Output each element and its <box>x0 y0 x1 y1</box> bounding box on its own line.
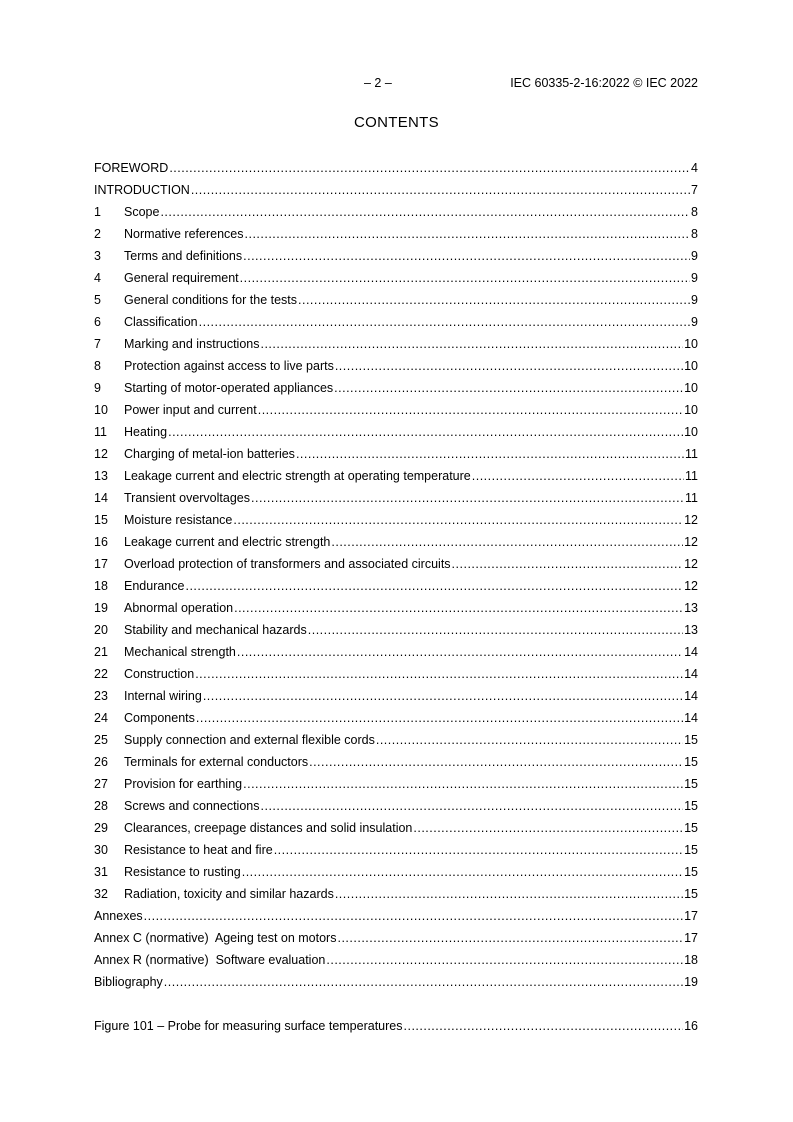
toc-entry-clause-19[interactable] <box>94 597 698 619</box>
toc-entry-page: 10 <box>684 425 698 439</box>
dot-leader <box>242 861 683 883</box>
toc-entry-clause-31[interactable] <box>94 861 698 883</box>
toc-entry-clause-27[interactable] <box>94 773 698 795</box>
toc-entry-label: Resistance to rusting <box>124 865 241 879</box>
toc-entry-number: 26 <box>94 755 108 769</box>
toc-entry-page: 15 <box>684 887 698 901</box>
dot-leader <box>245 223 691 245</box>
toc-entry-clause-9[interactable] <box>94 377 698 399</box>
toc-entry-page: 15 <box>684 755 698 769</box>
toc-entry-clause-29[interactable] <box>94 817 698 839</box>
toc-entry-number: 22 <box>94 667 108 681</box>
toc-entry-label: Provision for earthing <box>124 777 243 791</box>
toc-entry-number: 31 <box>94 865 108 879</box>
dot-leader <box>237 641 683 663</box>
toc-entry-clause-12[interactable] <box>94 443 698 465</box>
dot-leader <box>334 377 683 399</box>
toc-entry-label: Charging of metal-ion batteries <box>124 447 295 461</box>
toc-entry-number: 24 <box>94 711 108 725</box>
dot-leader <box>164 971 683 993</box>
toc-entry-clause-10[interactable] <box>94 399 698 421</box>
dot-leader <box>260 333 683 355</box>
toc-entry-clause-22[interactable] <box>94 663 698 685</box>
toc-entry-page: 15 <box>684 821 698 835</box>
toc-entry-label: Components <box>124 711 195 725</box>
dot-leader <box>413 817 683 839</box>
dot-leader <box>144 905 683 927</box>
toc-entry-annex-r[interactable] <box>94 949 698 971</box>
dot-leader <box>331 531 683 553</box>
toc-entry-page: 12 <box>684 535 698 549</box>
toc-entry-number: 4 <box>94 271 101 285</box>
toc-entry-page: 15 <box>684 733 698 747</box>
toc-entry-clause-23[interactable] <box>94 685 698 707</box>
toc-entry-label: Starting of motor-operated appliances <box>124 381 334 395</box>
toc-entry-clause-2[interactable] <box>94 223 698 245</box>
toc-entry-label: Radiation, toxicity and similar hazards <box>124 887 334 901</box>
dot-leader <box>233 509 683 531</box>
toc-entry-number: 20 <box>94 623 108 637</box>
toc-entry-page: 13 <box>684 623 698 637</box>
toc-entry-number: 8 <box>94 359 101 373</box>
toc-entry-page: 9 <box>691 293 698 307</box>
dot-leader <box>203 685 683 707</box>
toc-entry-label: Bibliography <box>94 975 163 989</box>
toc-entry-page: 11 <box>685 491 698 505</box>
toc-entry-number: 3 <box>94 249 101 263</box>
toc-entry-page: 8 <box>691 205 698 219</box>
toc-entry-page: 10 <box>684 359 698 373</box>
toc-entry-page: 4 <box>691 161 698 175</box>
toc-entry-introduction[interactable] <box>94 179 698 201</box>
toc-entry-clause-6[interactable] <box>94 311 698 333</box>
toc-entry-label: Endurance <box>124 579 185 593</box>
toc-entry-page: 19 <box>684 975 698 989</box>
toc-entry-label: Heating <box>124 425 168 439</box>
dot-leader <box>298 289 690 311</box>
toc-entry-page: 15 <box>684 777 698 791</box>
toc-entry-clause-21[interactable] <box>94 641 698 663</box>
toc-entry-figure-101[interactable] <box>94 1015 698 1037</box>
toc-entry-page: 17 <box>684 909 698 923</box>
toc-entry-label: Annex R (normative) Software evaluation <box>94 953 326 967</box>
section-gap <box>94 993 698 1015</box>
dot-leader <box>196 707 683 729</box>
toc-entry-label: Power input and current <box>124 403 257 417</box>
dot-leader <box>335 355 683 377</box>
toc-entry-number: 28 <box>94 799 108 813</box>
toc-entry-number: 14 <box>94 491 108 505</box>
dot-leader <box>243 773 683 795</box>
toc-entry-label: INTRODUCTION <box>94 183 190 197</box>
toc-entry-annex-c[interactable] <box>94 927 698 949</box>
dot-leader <box>296 443 684 465</box>
toc-entry-number: 2 <box>94 227 101 241</box>
toc-entry-clause-30[interactable] <box>94 839 698 861</box>
toc-entry-clause-4[interactable] <box>94 267 698 289</box>
dot-leader <box>335 883 683 905</box>
toc-entry-number: 23 <box>94 689 108 703</box>
toc-entry-page: 16 <box>684 1019 698 1033</box>
dot-leader <box>195 663 683 685</box>
dot-leader <box>472 465 684 487</box>
toc-entry-label: General requirement <box>124 271 239 285</box>
toc-entry-number: 29 <box>94 821 108 835</box>
toc-entry-number: 1 <box>94 205 101 219</box>
toc-entry-clause-16[interactable] <box>94 531 698 553</box>
dot-leader <box>309 751 683 773</box>
toc-entry-page: 13 <box>684 601 698 615</box>
dot-leader <box>251 487 684 509</box>
toc-entry-number: 10 <box>94 403 108 417</box>
toc-entry-clause-11[interactable] <box>94 421 698 443</box>
toc-entry-number: 25 <box>94 733 108 747</box>
toc-entry-label: Stability and mechanical hazards <box>124 623 307 637</box>
toc-entry-page: 8 <box>691 227 698 241</box>
toc-entry-number: 6 <box>94 315 101 329</box>
toc-entry-number: 17 <box>94 557 108 571</box>
toc-entry-page: 14 <box>684 689 698 703</box>
toc-clause-list <box>94 201 698 905</box>
toc-entry-label: Classification <box>124 315 198 329</box>
toc-entry-number: 18 <box>94 579 108 593</box>
toc-entry-number: 9 <box>94 381 101 395</box>
toc-entry-label: Terms and definitions <box>124 249 243 263</box>
toc-entry-page: 9 <box>691 315 698 329</box>
dot-leader <box>234 597 683 619</box>
dot-leader <box>326 949 683 971</box>
toc-entry-label: Overload protection of transformers and associated circuits <box>124 557 451 571</box>
toc-entry-number: 12 <box>94 447 108 461</box>
toc-entry-number: 11 <box>94 425 107 439</box>
toc-entry-clause-15[interactable] <box>94 509 698 531</box>
toc-entry-page: 12 <box>684 513 698 527</box>
toc-entry-clause-25[interactable] <box>94 729 698 751</box>
toc-entry-label: Screws and connections <box>124 799 260 813</box>
toc-entry-clause-32[interactable] <box>94 883 698 905</box>
toc-entry-page: 9 <box>691 271 698 285</box>
toc-entry-annexes[interactable] <box>94 905 698 927</box>
dot-leader <box>160 201 690 223</box>
toc-entry-clause-8[interactable] <box>94 355 698 377</box>
toc-entry-label: Scope <box>124 205 160 219</box>
toc-entry-label: Moisture resistance <box>124 513 233 527</box>
page-header <box>94 76 698 92</box>
toc-entry-label: Resistance to heat and fire <box>124 843 273 857</box>
toc-entry-label: Terminals for external conductors <box>124 755 309 769</box>
toc-entry-clause-20[interactable] <box>94 619 698 641</box>
page-number: – 2 – <box>364 76 392 90</box>
toc-entry-label: Annex C (normative) Ageing test on motors <box>94 931 337 945</box>
dot-leader <box>452 553 684 575</box>
toc-entry-label: Abnormal operation <box>124 601 234 615</box>
toc-entry-clause-14[interactable] <box>94 487 698 509</box>
dot-leader <box>185 575 683 597</box>
toc-entry-clause-17[interactable] <box>94 553 698 575</box>
toc-entry-page: 14 <box>684 711 698 725</box>
toc-entry-label: Normative references <box>124 227 244 241</box>
toc-entry-page: 15 <box>684 865 698 879</box>
toc-entry-clause-24[interactable] <box>94 707 698 729</box>
toc-entry-clause-1[interactable] <box>94 201 698 223</box>
toc-entry-page: 17 <box>684 931 698 945</box>
toc-entry-label: Marking and instructions <box>124 337 260 351</box>
toc-entry-number: 27 <box>94 777 108 791</box>
toc-entry-page: 14 <box>684 667 698 681</box>
toc-entry-label: Leakage current and electric strength <box>124 535 331 549</box>
toc-entry-number: 19 <box>94 601 108 615</box>
toc-entry-page: 10 <box>684 337 698 351</box>
dot-leader <box>404 1015 684 1037</box>
dot-leader <box>191 179 690 201</box>
toc-entry-page: 15 <box>684 843 698 857</box>
toc-entry-foreword[interactable] <box>94 157 698 179</box>
dot-leader <box>376 729 683 751</box>
dot-leader <box>169 157 690 179</box>
toc-entry-number: 30 <box>94 843 108 857</box>
toc-entry-clause-13[interactable] <box>94 465 698 487</box>
dot-leader <box>240 267 690 289</box>
toc-entry-number: 16 <box>94 535 108 549</box>
toc-entry-clause-5[interactable] <box>94 289 698 311</box>
toc-entry-label: Construction <box>124 667 195 681</box>
toc-entry-page: 7 <box>691 183 698 197</box>
toc-entry-page: 12 <box>684 557 698 571</box>
dot-leader <box>337 927 683 949</box>
toc-entry-number: 7 <box>94 337 101 351</box>
toc-entry-label: Protection against access to live parts <box>124 359 334 373</box>
dot-leader <box>243 245 690 267</box>
toc-entry-number: 15 <box>94 513 108 527</box>
toc-entry-bibliography[interactable] <box>94 971 698 993</box>
toc-entry-number: 13 <box>94 469 108 483</box>
toc-entry-label: Figure 101 – Probe for measuring surface temperatures <box>94 1019 403 1033</box>
toc-entry-label: Clearances, creepage distances and solid insulation <box>124 821 413 835</box>
toc-entry-page: 18 <box>684 953 698 967</box>
toc-entry-clause-3[interactable] <box>94 245 698 267</box>
toc-entry-label: Annexes <box>94 909 143 923</box>
dot-leader <box>308 619 683 641</box>
toc-entry-label: Leakage current and electric strength at operating temperature <box>124 469 471 483</box>
document-id: IEC 60335-2-16:2022 © IEC 2022 <box>510 76 698 90</box>
toc-entry-clause-28[interactable] <box>94 795 698 817</box>
toc-entry-label: Mechanical strength <box>124 645 236 659</box>
toc-entry-clause-18[interactable] <box>94 575 698 597</box>
toc-entry-label: Supply connection and external flexible cords <box>124 733 375 747</box>
toc-entry-number: 21 <box>94 645 108 659</box>
toc-entry-page: 15 <box>684 799 698 813</box>
toc-entry-number: 5 <box>94 293 101 307</box>
toc-entry-clause-26[interactable] <box>94 751 698 773</box>
toc-entry-page: 11 <box>685 469 698 483</box>
toc-entry-label: General conditions for the tests <box>124 293 298 307</box>
toc-entry-page: 9 <box>691 249 698 263</box>
dot-leader <box>168 421 683 443</box>
dot-leader <box>199 311 690 333</box>
toc-entry-page: 12 <box>684 579 698 593</box>
toc-entry-page: 10 <box>684 403 698 417</box>
dot-leader <box>261 795 684 817</box>
table-of-contents <box>94 157 698 1037</box>
toc-entry-label: FOREWORD <box>94 161 169 175</box>
dot-leader <box>258 399 683 421</box>
toc-entry-label: Transient overvoltages <box>124 491 250 505</box>
toc-entry-number: 32 <box>94 887 108 901</box>
toc-entry-clause-7[interactable] <box>94 333 698 355</box>
toc-entry-page: 10 <box>684 381 698 395</box>
page-title: CONTENTS <box>354 114 439 131</box>
dot-leader <box>274 839 683 861</box>
toc-entry-label: Internal wiring <box>124 689 202 703</box>
toc-entry-page: 14 <box>684 645 698 659</box>
toc-entry-page: 11 <box>685 447 698 461</box>
